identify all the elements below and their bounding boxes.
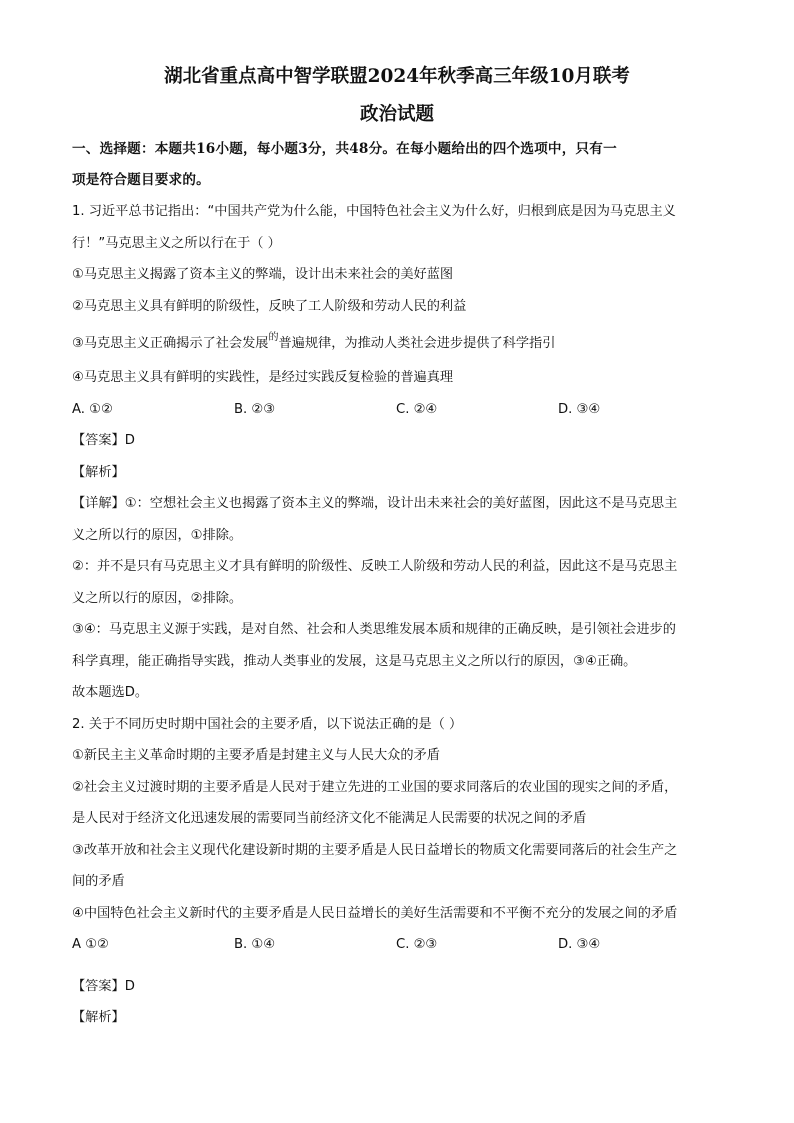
q1-option-c: C. ②④ bbox=[396, 401, 438, 417]
q2-stem: 2. 关于不同历史时期中国社会的主要矛盾，以下说法正确的是（ ） bbox=[72, 716, 463, 732]
q2-option-d: D. ③④ bbox=[558, 937, 601, 952]
q1-statement-3-superscript: 的 bbox=[268, 332, 279, 343]
spacer bbox=[72, 961, 722, 971]
q2-statement-2-line2: 是人民对于经济文化迅速发展的需要同当前经济文化不能满足人民需要的状况之间的矛盾 bbox=[72, 811, 587, 826]
exam-subject: 政治试题 bbox=[359, 104, 434, 125]
q2-option-a: A ①② bbox=[72, 937, 109, 952]
q1-conclusion: 故本题选D。 bbox=[72, 685, 149, 700]
q2-options bbox=[72, 929, 722, 961]
q2-statement-2-line1: ②社会主义过渡时期的主要矛盾是人民对于建立先进的工业国的要求同落后的农业国的现实之间的矛盾， bbox=[72, 779, 678, 795]
q1-answer: 【答案】D bbox=[72, 433, 135, 448]
q1-detail-line6: 科学真理，能正确指导实践，推动人类事业的发展，这是马克思主义之所以行的原因，③④正确。 bbox=[72, 653, 637, 669]
q1-analysis-label: 【解析】 bbox=[72, 464, 125, 480]
q1-detail-line4: 义之所以行的原因，②排除。 bbox=[72, 590, 243, 606]
q1-stem-line2: 行！”马克思主义之所以行在于（ ） bbox=[72, 235, 281, 251]
question-1 bbox=[72, 196, 722, 709]
q2-analysis-label: 【解析】 bbox=[72, 1010, 125, 1025]
section-heading-line2: 项是符合题目要求的。 bbox=[72, 172, 210, 188]
q1-detail-line1: 【详解】①：空想社会主义也揭露了资本主义的弊端，设计出未来社会的美好蓝图，因此这不是马克思主 bbox=[72, 496, 678, 511]
q1-statement-3-part1: ③马克思主义正确揭示了社会发展 bbox=[72, 336, 269, 351]
q1-detail-line5: ③④：马克思主义源于实践，是对自然、社会和人类思维发展本质和规律的正确反映，是引领社会进步的 bbox=[72, 622, 676, 637]
q1-option-b: B. ②③ bbox=[234, 401, 276, 417]
q2-statement-4: ④中国特色社会主义新时代的主要矛盾是人民日益增长的美好生活需要和不平衡不充分的发展之间的矛盾 bbox=[72, 905, 678, 921]
q2-statement-1: ①新民主主义革命时期的主要矛盾是封建主义与人民大众的矛盾 bbox=[72, 748, 440, 763]
q1-stem-line1: 1. 习近平总书记指出：“中国共产党为什么能，中国特色社会主义为什么好，归根到底是因为马克思主义 bbox=[72, 204, 676, 219]
q2-answer: 【答案】D bbox=[72, 978, 135, 994]
q1-detail-line2: 义之所以行的原因，①排除。 bbox=[72, 527, 243, 543]
q2-option-b: B. ①④ bbox=[234, 937, 276, 952]
q2-statement-3-line1: ③改革开放和社会主义现代化建设新时期的主要矛盾是人民日益增长的物质文化需要同落后的社会生产之 bbox=[72, 842, 678, 858]
q1-options bbox=[72, 394, 722, 426]
q2-option-c: C. ②③ bbox=[396, 937, 438, 952]
q1-statement-4: ④马克思主义具有鲜明的实践性，是经过实践反复检验的普遍真理 bbox=[72, 370, 454, 385]
q1-statement-3-part2: 普遍规律，为推动人类社会进步提供了科学指引 bbox=[278, 336, 556, 351]
q1-detail-line3: ②：并不是只有马克思主义才具有鲜明的阶级性、反映工人阶级和劳动人民的利益，因此这不是马克思主 bbox=[72, 559, 678, 574]
q1-option-d: D. ③④ bbox=[558, 401, 601, 417]
q1-option-a: A. ①② bbox=[72, 401, 113, 417]
document-page bbox=[72, 62, 722, 1034]
q1-statement-3 bbox=[72, 322, 722, 362]
q1-statement-1: ①马克思主义揭露了资本主义的弊端，设计出未来社会的美好蓝图 bbox=[72, 267, 454, 282]
q2-statement-3-line2: 间的矛盾 bbox=[72, 874, 125, 889]
exam-title: 湖北省重点高中智学联盟2024年秋季高三年级10月联考 bbox=[164, 66, 630, 87]
section-heading-line1: 一、选择题：本题共16小题，每小题3分，共48分。在每小题给出的四个选项中，只有一 bbox=[72, 141, 617, 157]
question-2 bbox=[72, 709, 722, 1034]
q1-statement-2: ②马克思主义具有鲜明的阶级性，反映了工人阶级和劳动人民的利益 bbox=[72, 298, 467, 314]
